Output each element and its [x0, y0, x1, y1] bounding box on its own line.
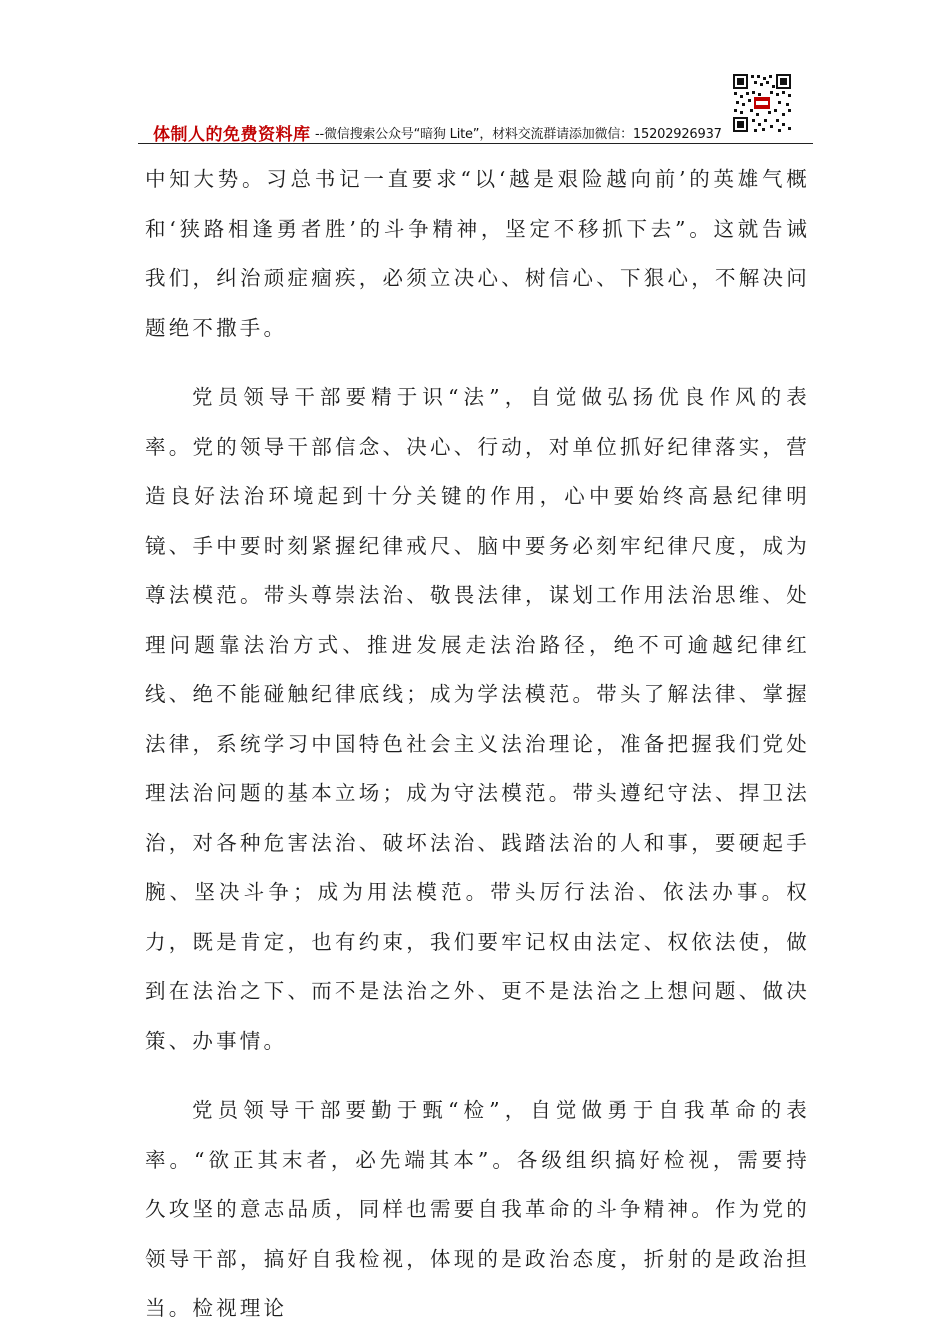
header-tagline: --微信搜索公众号“暗狗 Lite”，材料交流群请添加微信：15202926937 [315, 127, 722, 142]
paragraph-law: 党员领导干部要精于识“法”，自觉做弘扬优良作风的表率。党的领导干部信念、决心、行动，对单位抓好纪律落实，营造良好法治环境起到十分关键的作用，心中要始终高悬纪律明镜、手中要时刻紧握纪律戒尺、脑中要务必刻牢纪律尺度，成为尊法模范。带头尊崇法治、敬畏法律，谋划工作用法治思维、处理问题靠法治方式、推进发展走法治路径，绝不可逾越纪律红线、绝不能碰触纪律底线；成为学法模范。带头了解法律、掌握法律，系统学习中国特色社会主义法治理论，准备把握我们党处理法治问题的基本立场；成为守法模范。带头遵纪守法、捍卫法治，对各种危害法治、破坏法治、践踏法治的人和事，要硬起手腕、坚决斗争；成为用法模范。带头厉行法治、依法办事。权力，既是肯定，也有约束，我们要牢记权由法定、权依法使，做到在法治之下、而不是法治之外、更不是法治之上想问题、做决策、办事情。 [145, 385, 810, 1053]
header-divider [138, 143, 813, 144]
paragraph-continuation: 中知大势。习总书记一直要求“以‘越是艰险越向前’的英雄气概和‘狭路相逢勇者胜’的斗争精神，坚定不移抓下去”。这就告诫我们，纠治顽症痼疾，必须立决心、树信心、下狠心，不解决问题绝不撒手。 [145, 167, 810, 340]
paragraph-inspection: 党员领导干部要勤于甄“检”，自觉做勇于自我革命的表率。“欲正其末者，必先端其本”。各级组织搞好检视，需要持久攻坚的意志品质，同样也需要自我革命的斗争精神。作为党的领导干部，搞好自我检视，体现的是政治态度，折射的是政治担当。检视理论 [145, 1098, 810, 1320]
document-body [145, 155, 810, 1334]
header-brand: 体制人的免费资料库 [153, 125, 311, 145]
